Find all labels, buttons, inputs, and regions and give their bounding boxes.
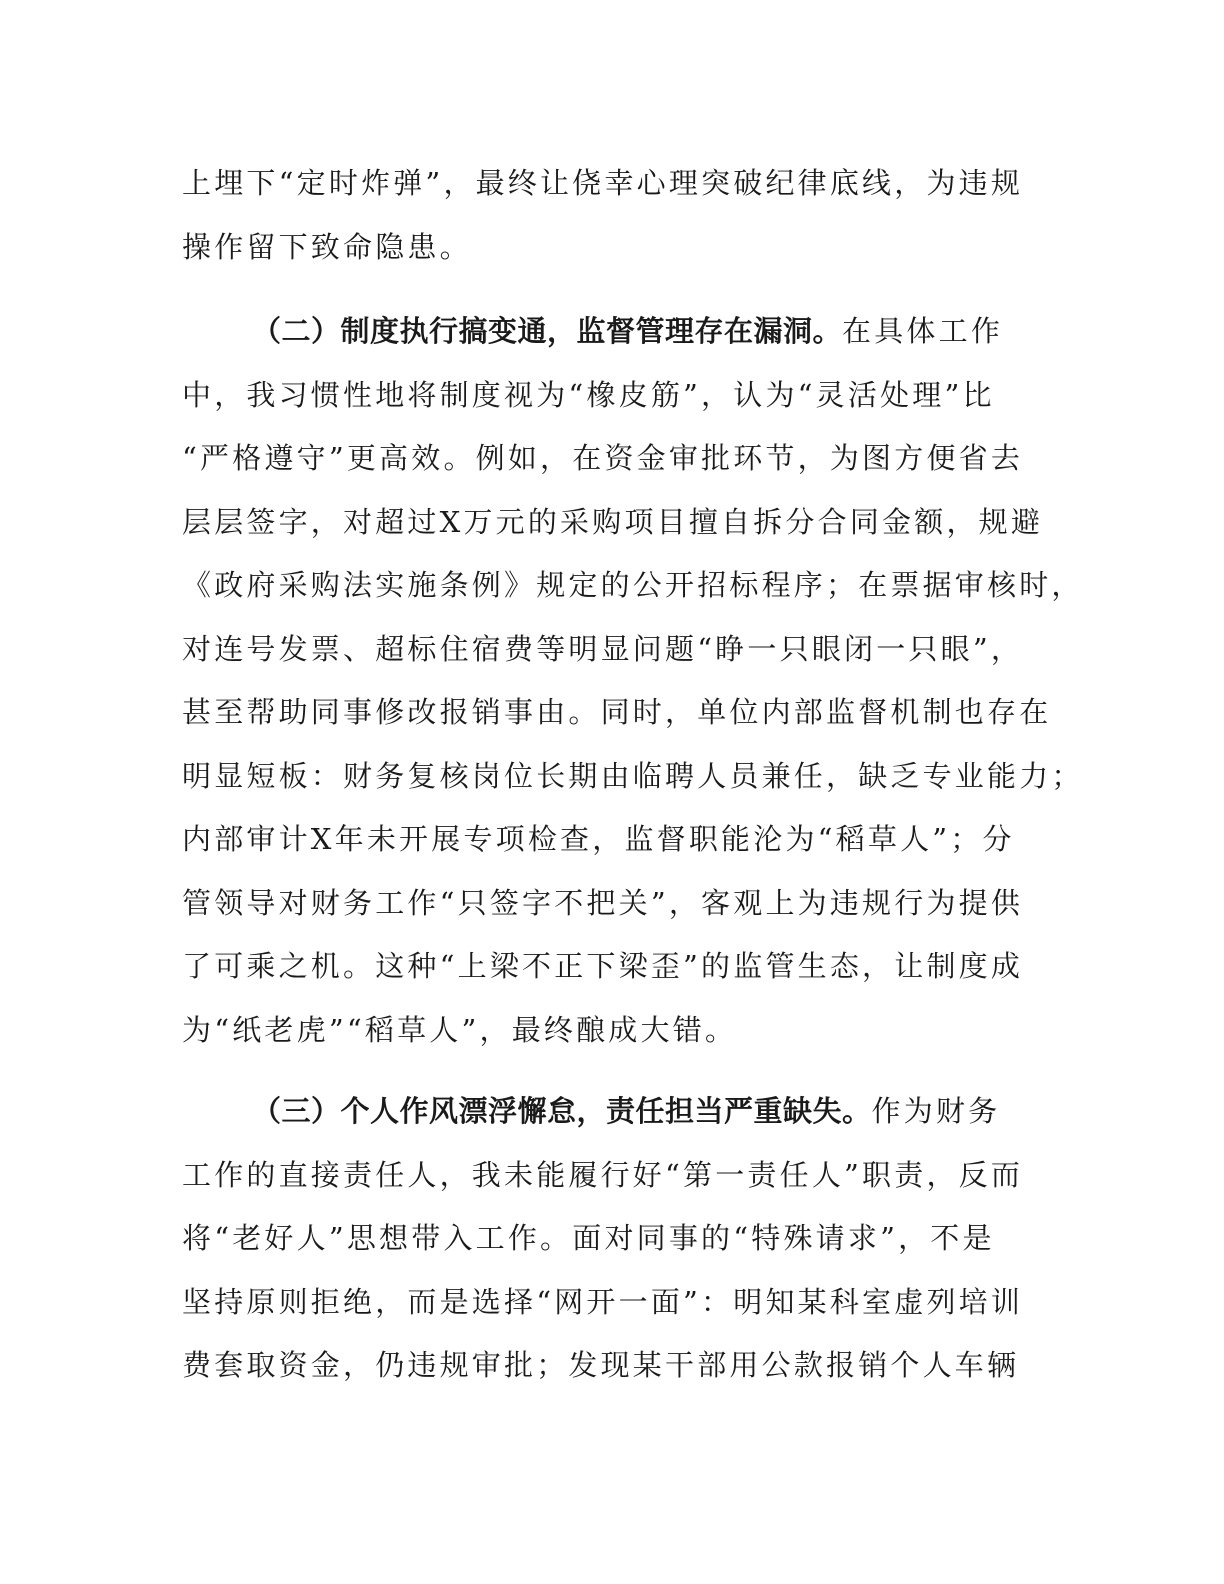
paragraph-3 bbox=[182, 1080, 1052, 1398]
text-line: 《政府采购法实施条例》规定的公开招标程序；在票据审核时， bbox=[182, 568, 1084, 602]
text-line: 甚至帮助同事修改报销事由。同时，单位内部监督机制也存在 bbox=[182, 695, 1052, 729]
paragraph-first-line bbox=[182, 300, 1052, 364]
section-heading-2: （二）制度执行搞变通，监督管理存在漏洞。 bbox=[252, 314, 843, 348]
text-line: 坚持原则拒绝，而是选择“网开一面”：明知某科室虚列培训 bbox=[182, 1284, 1024, 1319]
text-line: 操作留下致命隐患。 bbox=[182, 229, 472, 264]
paragraph-1 bbox=[182, 152, 1052, 279]
paragraph-2 bbox=[182, 300, 1084, 1062]
text-line: 管领导对财务工作“只签字不把关”，客观上为违规行为提供 bbox=[182, 885, 1024, 920]
text-line: 了可乘之机。这种“上梁不正下梁歪”的监管生态，让制度成 bbox=[182, 949, 1024, 983]
text-line: 为“纸老虎”“稻草人”，最终酿成大错。 bbox=[182, 1012, 738, 1047]
text-line: 内部审计X年未开展专项检查，监督职能沦为“稻草人”；分 bbox=[182, 822, 1015, 856]
section-heading-3: （三）个人作风漂浮懈怠，责任担当严重缺失。 bbox=[252, 1094, 872, 1128]
text-line: 明显短板：财务复核岗位长期由临聘人员兼任，缺乏专业能力； bbox=[182, 758, 1084, 793]
text-line: 层层签字，对超过X万元的采购项目擅自拆分合同金额，规避 bbox=[182, 504, 1044, 539]
text-line: 费套取资金，仍违规审批；发现某干部用公款报销个人车辆 bbox=[182, 1348, 1020, 1382]
text-line: 工作的直接责任人，我未能履行好“第一责任人”职责，反而 bbox=[182, 1157, 1024, 1192]
text-line: 对连号发票、超标住宿费等明显问题“睁一只眼闭一只眼”， bbox=[182, 631, 1024, 666]
text-run: 在具体工作 bbox=[842, 314, 1004, 348]
paragraph-first-line bbox=[182, 1080, 1052, 1144]
text-line: 中，我习惯性地将制度视为“橡皮筋”，认为“灵活处理”比 bbox=[182, 377, 995, 412]
text-run: 作为财务 bbox=[871, 1094, 1001, 1128]
text-line: 上埋下“定时炸弹”，最终让侥幸心理突破纪律底线，为违规 bbox=[182, 166, 1024, 200]
text-line: 将“老好人”思想带入工作。面对同事的“特殊请求”，不是 bbox=[182, 1221, 995, 1255]
text-line: “严格遵守”更高效。例如，在资金审批环节，为图方便省去 bbox=[182, 441, 1024, 475]
